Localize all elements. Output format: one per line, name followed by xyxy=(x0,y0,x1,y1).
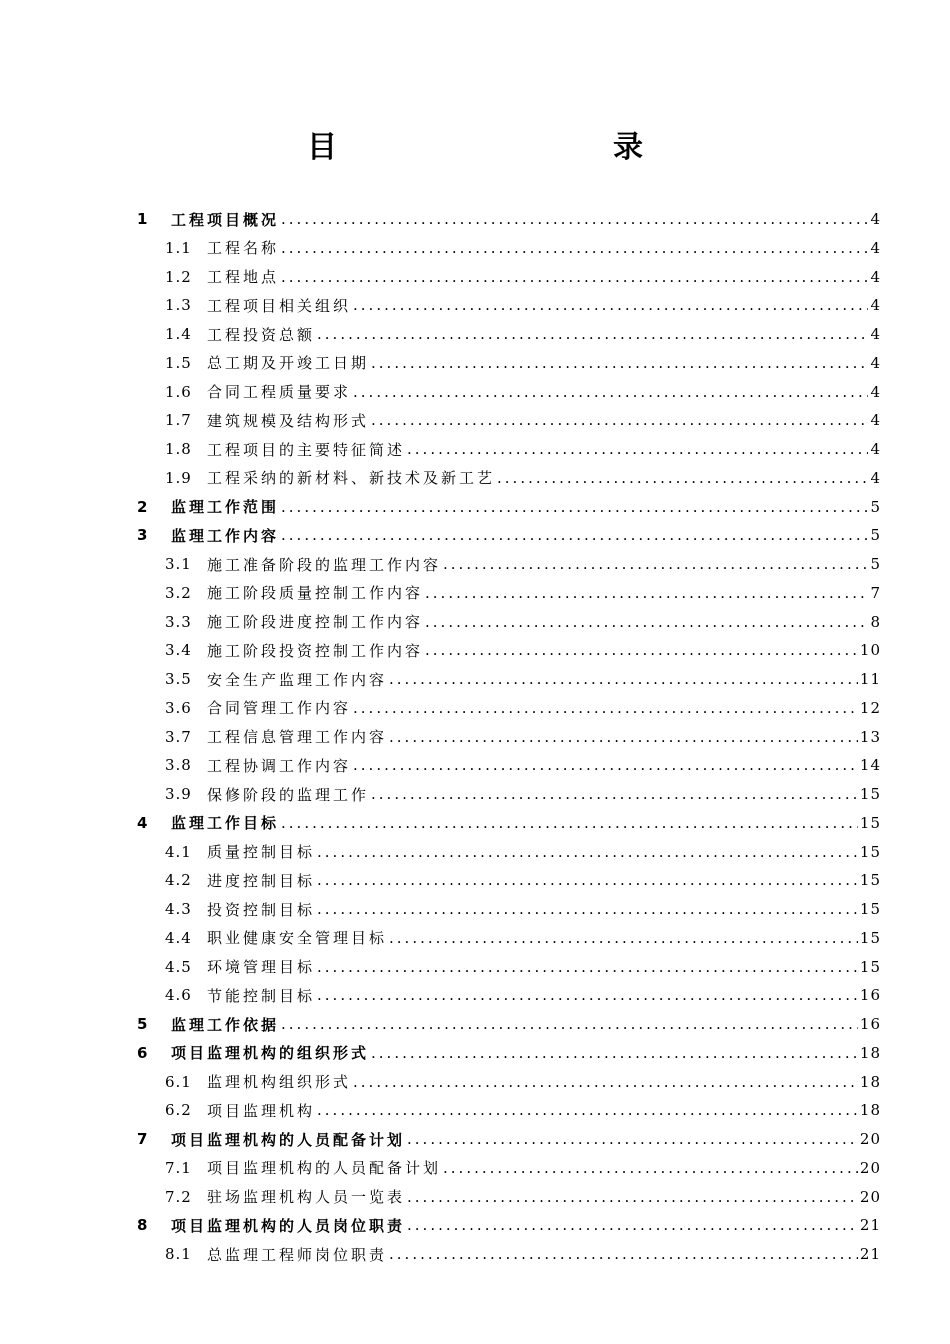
toc-entry-number: 5 xyxy=(137,1015,149,1033)
toc-entry-page-number: 5 xyxy=(870,497,881,516)
toc-entry-number: 3.9 xyxy=(165,785,192,803)
toc-entry[interactable] xyxy=(165,1096,881,1124)
toc-dot-leader xyxy=(389,670,858,688)
toc-entry-number: 7 xyxy=(137,1130,149,1148)
toc-dot-leader xyxy=(317,900,858,918)
toc-entry-number: 3.2 xyxy=(165,583,192,602)
toc-entry-title: 工程投资总额 xyxy=(207,325,316,344)
toc-dot-leader xyxy=(443,555,868,573)
toc-entry[interactable] xyxy=(137,1211,881,1239)
toc-entry-page-number: 15 xyxy=(859,900,881,918)
toc-dot-leader xyxy=(425,584,868,602)
toc-entry-page-number: 18 xyxy=(859,1072,881,1091)
toc-entry-title: 质量控制目标 xyxy=(207,843,316,861)
toc-entry[interactable] xyxy=(165,694,881,722)
toc-entry-page-number: 11 xyxy=(859,670,881,688)
toc-entry-page-number: 15 xyxy=(859,871,881,890)
toc-entry-title: 监理工作范围 xyxy=(171,498,280,516)
toc-entry-page-number: 4 xyxy=(870,411,881,430)
toc-entry-number: 8 xyxy=(137,1216,149,1235)
toc-dot-leader xyxy=(317,325,868,343)
toc-entry-page-number: 18 xyxy=(859,1101,881,1120)
toc-entry-page-number: 12 xyxy=(859,698,881,717)
toc-entry[interactable] xyxy=(165,320,881,348)
toc-dot-leader xyxy=(389,1245,858,1263)
toc-entry-title: 监理机构组织形式 xyxy=(207,1073,352,1091)
toc-entry-page-number: 20 xyxy=(859,1130,881,1148)
toc-entry-page-number: 4 xyxy=(870,382,881,401)
toc-dot-leader xyxy=(317,871,858,889)
toc-entry-title: 工程协调工作内容 xyxy=(207,756,352,775)
toc-entry-number: 3.8 xyxy=(165,756,192,775)
toc-entry-number: 1.5 xyxy=(165,353,192,372)
toc-entry-number: 3.4 xyxy=(165,641,192,660)
toc-entry-number: 3 xyxy=(137,526,149,545)
toc-entry-title: 项目监理机构的人员岗位职责 xyxy=(171,1216,406,1235)
toc-entry[interactable] xyxy=(165,953,881,981)
toc-entry-number: 4.6 xyxy=(165,986,192,1005)
toc-entry-number: 1.3 xyxy=(165,296,192,315)
toc-entry-page-number: 4 xyxy=(870,296,881,315)
toc-entry[interactable] xyxy=(165,234,881,262)
toc-entry-page-number: 15 xyxy=(859,813,881,832)
toc-entry-page-number: 8 xyxy=(870,612,881,631)
toc-dot-leader xyxy=(425,613,868,631)
toc-entry-page-number: 21 xyxy=(859,1245,881,1263)
toc-entry-title: 监理工作目标 xyxy=(171,814,280,833)
toc-dot-leader xyxy=(281,210,868,228)
toc-entry-title: 工程项目概况 xyxy=(171,210,280,229)
toc-dot-leader xyxy=(281,526,868,544)
toc-entry[interactable] xyxy=(165,1154,881,1182)
toc-entry[interactable] xyxy=(165,349,881,377)
toc-entry-title: 项目监理机构的人员配备计划 xyxy=(171,1130,406,1149)
toc-entry[interactable] xyxy=(165,579,881,607)
toc-dot-leader xyxy=(407,440,868,458)
toc-entry[interactable] xyxy=(165,866,881,894)
toc-entry[interactable] xyxy=(165,263,881,291)
toc-entry-title: 职业健康安全管理目标 xyxy=(207,929,388,948)
toc-entry-page-number: 5 xyxy=(870,526,881,545)
toc-entry-page-number: 15 xyxy=(859,957,881,976)
toc-entry-page-number: 15 xyxy=(859,842,881,861)
toc-entry-page-number: 20 xyxy=(859,1158,881,1177)
toc-entry-number: 4.3 xyxy=(165,900,192,918)
toc-entry-number: 4 xyxy=(137,813,149,832)
toc-entry-page-number: 21 xyxy=(859,1216,881,1235)
toc-entry[interactable] xyxy=(165,838,881,866)
toc-entry[interactable] xyxy=(165,1183,881,1211)
toc-entry-page-number: 7 xyxy=(870,583,881,602)
toc-entry-title: 施工准备阶段的监理工作内容 xyxy=(207,555,442,574)
toc-entry-title: 环境管理目标 xyxy=(207,958,316,976)
toc-entry-title: 工程名称 xyxy=(207,239,280,258)
toc-entry-number: 3.1 xyxy=(165,555,192,573)
toc-entry-page-number: 15 xyxy=(859,928,881,947)
toc-entry-number: 4.2 xyxy=(165,871,192,890)
toc-entry-title: 合同管理工作内容 xyxy=(207,699,352,718)
toc-dot-leader xyxy=(353,1073,858,1091)
toc-entry-page-number: 14 xyxy=(859,756,881,775)
toc-entry-page-number: 4 xyxy=(870,440,881,458)
toc-entry-title: 施工阶段投资控制工作内容 xyxy=(207,641,424,660)
toc-entry-number: 1.2 xyxy=(165,267,192,286)
toc-entry[interactable] xyxy=(165,981,881,1009)
toc-entry-title: 进度控制目标 xyxy=(207,871,316,890)
toc-entry-number: 4.4 xyxy=(165,928,192,947)
toc-entry-title: 工程信息管理工作内容 xyxy=(207,728,388,746)
toc-dot-leader xyxy=(317,986,858,1004)
toc-entry[interactable] xyxy=(137,1010,881,1038)
toc-entry-number: 3.7 xyxy=(165,727,192,746)
toc-entry-page-number: 20 xyxy=(859,1187,881,1206)
toc-dot-leader xyxy=(317,1101,858,1119)
toc-entry[interactable] xyxy=(165,924,881,952)
toc-entry-number: 3.6 xyxy=(165,698,192,717)
toc-entry[interactable] xyxy=(137,521,881,549)
toc-entry-title: 工程项目相关组织 xyxy=(207,296,352,315)
toc-entry-page-number: 4 xyxy=(870,468,881,487)
toc-entry[interactable] xyxy=(165,895,881,923)
toc-entry-number: 4.5 xyxy=(165,957,192,976)
toc-entry-title: 安全生产监理工作内容 xyxy=(207,670,388,689)
toc-entry-title: 总监理工程师岗位职责 xyxy=(207,1245,388,1264)
toc-entry-number: 7.2 xyxy=(165,1187,192,1206)
toc-entry[interactable] xyxy=(165,291,881,319)
toc-entry-page-number: 16 xyxy=(859,986,881,1005)
toc-entry[interactable] xyxy=(165,406,881,434)
toc-dot-leader xyxy=(281,498,868,516)
toc-entry[interactable] xyxy=(165,464,881,492)
toc-entry-page-number: 4 xyxy=(870,353,881,372)
toc-entry-number: 3.3 xyxy=(165,612,192,631)
toc-dot-leader xyxy=(443,1159,858,1177)
toc-dot-leader xyxy=(281,1015,858,1033)
toc-dot-leader xyxy=(281,239,868,257)
toc-entry-page-number: 5 xyxy=(870,555,881,573)
toc-entry-page-number: 4 xyxy=(870,325,881,343)
toc-entry-page-number: 10 xyxy=(859,641,881,660)
toc-entry[interactable] xyxy=(137,809,881,837)
toc-dot-leader xyxy=(317,958,858,976)
toc-entry-title: 节能控制目标 xyxy=(207,986,316,1005)
toc-entry-title: 工程地点 xyxy=(207,268,280,286)
toc-entry[interactable] xyxy=(165,550,881,578)
toc-entry-number: 1.8 xyxy=(165,440,192,458)
toc-dot-leader xyxy=(353,296,868,314)
toc-entry-number: 1.6 xyxy=(165,382,192,401)
toc-entry-number: 1 xyxy=(137,210,149,228)
toc-dot-leader xyxy=(353,699,858,717)
page-title: 目 录 xyxy=(307,130,715,165)
toc-entry-title: 保修阶段的监理工作 xyxy=(207,785,370,804)
toc-dot-leader xyxy=(389,929,858,947)
toc-entry[interactable] xyxy=(137,1125,881,1153)
toc-dot-leader xyxy=(353,383,868,401)
toc-dot-leader xyxy=(407,1188,858,1206)
toc-entry[interactable] xyxy=(137,205,881,233)
toc-entry[interactable] xyxy=(165,378,881,406)
toc-entry-number: 4.1 xyxy=(165,842,192,861)
toc-entry-number: 1.1 xyxy=(165,238,192,257)
toc-entry-title: 合同工程质量要求 xyxy=(207,383,352,401)
toc-entry-page-number: 13 xyxy=(859,727,881,746)
toc-entry[interactable] xyxy=(165,608,881,636)
toc-entry-title: 工程项目的主要特征简述 xyxy=(207,440,406,459)
toc-entry-page-number: 4 xyxy=(870,267,881,286)
toc-entry-number: 3.5 xyxy=(165,670,192,688)
toc-entry-page-number: 16 xyxy=(859,1015,881,1033)
toc-dot-leader xyxy=(389,728,858,746)
toc-entry[interactable] xyxy=(165,435,881,463)
toc-entry-number: 1.9 xyxy=(165,468,192,487)
toc-entry-title: 项目监理机构的人员配备计划 xyxy=(207,1159,442,1178)
toc-dot-leader xyxy=(425,641,858,659)
toc-dot-leader xyxy=(497,469,868,487)
toc-dot-leader xyxy=(407,1130,858,1148)
toc-dot-leader xyxy=(371,411,868,429)
toc-entry[interactable] xyxy=(165,1240,881,1268)
toc-dot-leader xyxy=(317,843,858,861)
toc-entry-title: 监理工作内容 xyxy=(171,526,280,545)
toc-entry-page-number: 4 xyxy=(870,238,881,257)
toc-dot-leader xyxy=(371,1044,858,1062)
toc-entry-page-number: 4 xyxy=(870,210,881,228)
toc-entry-title: 建筑规模及结构形式 xyxy=(207,411,370,430)
toc-dot-leader xyxy=(281,814,858,832)
toc-entry-number: 1.4 xyxy=(165,325,192,343)
toc-entry-number: 6.1 xyxy=(165,1072,192,1091)
toc-entry[interactable] xyxy=(137,1039,881,1067)
toc-entry-title: 施工阶段进度控制工作内容 xyxy=(207,613,424,631)
toc-entry-title: 工程采纳的新材料、新技术及新工艺 xyxy=(207,469,496,488)
toc-entry[interactable] xyxy=(165,1068,881,1096)
toc-entry-page-number: 18 xyxy=(859,1043,881,1062)
toc-entry[interactable] xyxy=(165,665,881,693)
toc-dot-leader xyxy=(371,354,868,372)
toc-entry-number: 6 xyxy=(137,1043,149,1062)
toc-dot-leader xyxy=(353,756,858,774)
toc-entry-number: 2 xyxy=(137,497,149,516)
toc-entry[interactable] xyxy=(165,751,881,779)
toc-dot-leader xyxy=(407,1216,858,1234)
toc-dot-leader xyxy=(371,785,858,803)
toc-entry-title: 总工期及开竣工日期 xyxy=(207,354,370,373)
toc-entry[interactable] xyxy=(165,636,881,664)
toc-entry-title: 监理工作依据 xyxy=(171,1015,280,1034)
toc-entry-number: 1.7 xyxy=(165,411,192,430)
toc-entry-title: 施工阶段质量控制工作内容 xyxy=(207,584,424,603)
toc-entry-title: 项目监理机构 xyxy=(207,1101,316,1120)
toc-entry[interactable] xyxy=(165,780,881,808)
toc-entry-page-number: 15 xyxy=(859,785,881,803)
toc-entry-title: 项目监理机构的组织形式 xyxy=(171,1044,370,1063)
toc-entry-number: 8.1 xyxy=(165,1245,192,1263)
toc-entry-number: 7.1 xyxy=(165,1158,192,1177)
toc-entry[interactable] xyxy=(137,493,881,521)
toc-entry-title: 驻场监理机构人员一览表 xyxy=(207,1188,406,1206)
toc-entry-number: 6.2 xyxy=(165,1101,192,1120)
toc-entry[interactable] xyxy=(165,723,881,751)
toc-entry-title: 投资控制目标 xyxy=(207,900,316,919)
toc-dot-leader xyxy=(281,268,868,286)
